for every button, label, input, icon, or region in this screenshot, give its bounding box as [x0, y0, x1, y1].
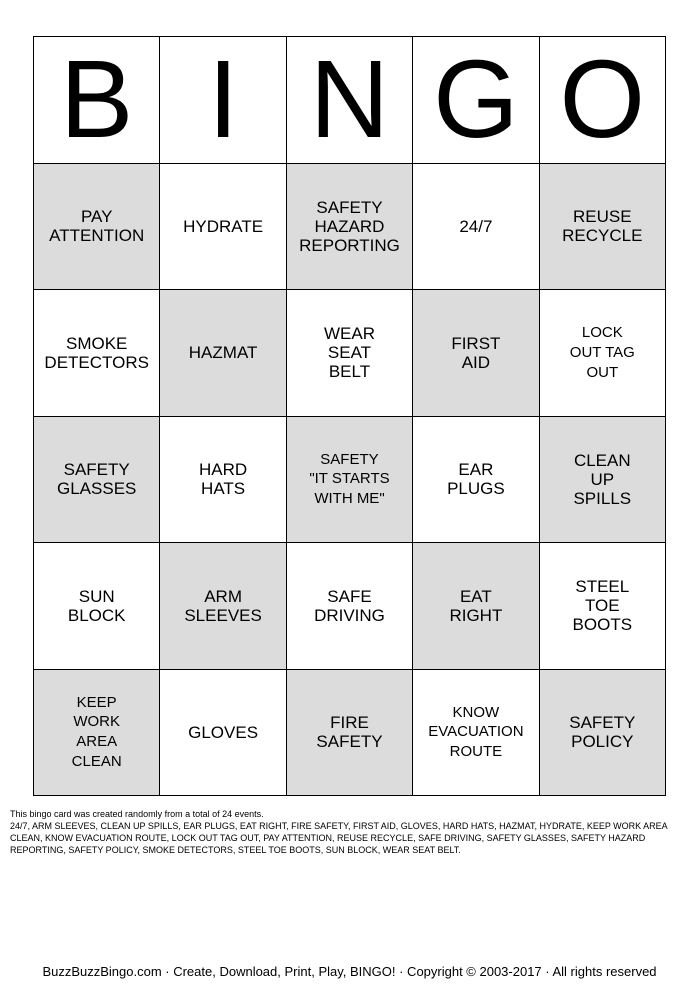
- bingo-cell: EAR PLUGS: [413, 417, 539, 544]
- bingo-cell: SAFETY GLASSES: [34, 417, 160, 544]
- bingo-cell: LOCK OUT TAG OUT: [540, 290, 666, 417]
- header-letter-n: N: [287, 37, 413, 164]
- bingo-cell: KNOW EVACUATION ROUTE: [413, 670, 539, 797]
- footer-copyright: BuzzBuzzBingo.com · Create, Download, Print, Play, BINGO! · Copyright © 2003-2017 · All rights reserved: [42, 964, 657, 979]
- bingo-cell: SAFE DRIVING: [287, 543, 413, 670]
- bingo-cell: PAY ATTENTION: [34, 164, 160, 291]
- bingo-cell: STEEL TOE BOOTS: [540, 543, 666, 670]
- card-info: [10, 808, 690, 856]
- card-info-events: 24/7, ARM SLEEVES, CLEAN UP SPILLS, EAR PLUGS, EAT RIGHT, FIRE SAFETY, FIRST AID, GLOVES, HARD HATS, HAZMAT, HYDRATE, KEEP WORK AREA CLEAN, KNOW EVACUATION ROUTE, LOCK OUT TAG OUT, PAY ATTENTION, REUSE RECYCLE, SAFE DRIVING, SAFETY GLASSES, SAFETY HAZARD REPORTING, SAFETY POLICY, SMOKE DETECTORS, STEEL TOE BOOTS, SUN BLOCK, WEAR SEAT BELT.: [10, 821, 668, 855]
- bingo-cell: GLOVES: [160, 670, 286, 797]
- bingo-cell: FIRE SAFETY: [287, 670, 413, 797]
- bingo-cell: EAT RIGHT: [413, 543, 539, 670]
- card-info-summary: This bingo card was created randomly from a total of 24 events.: [10, 809, 264, 819]
- bingo-cell: REUSE RECYCLE: [540, 164, 666, 291]
- bingo-cell: SAFETY POLICY: [540, 670, 666, 797]
- bingo-cell: ARM SLEEVES: [160, 543, 286, 670]
- bingo-cell: 24/7: [413, 164, 539, 291]
- bingo-cell: CLEAN UP SPILLS: [540, 417, 666, 544]
- bingo-cell: SAFETY HAZARD REPORTING: [287, 164, 413, 291]
- bingo-cell: WEAR SEAT BELT: [287, 290, 413, 417]
- bingo-cell: SUN BLOCK: [34, 543, 160, 670]
- header-letter-i: I: [160, 37, 286, 164]
- header-letter-g: G: [413, 37, 539, 164]
- bingo-card: [33, 36, 666, 796]
- bingo-cell: KEEP WORK AREA CLEAN: [34, 670, 160, 797]
- bingo-cell: FIRST AID: [413, 290, 539, 417]
- bingo-cell: HARD HATS: [160, 417, 286, 544]
- header-letter-o: O: [540, 37, 666, 164]
- bingo-cell: SMOKE DETECTORS: [34, 290, 160, 417]
- header-letter-b: B: [34, 37, 160, 164]
- bingo-cell: SAFETY "IT STARTS WITH ME": [287, 417, 413, 544]
- bingo-cell: HAZMAT: [160, 290, 286, 417]
- bingo-cell: HYDRATE: [160, 164, 286, 291]
